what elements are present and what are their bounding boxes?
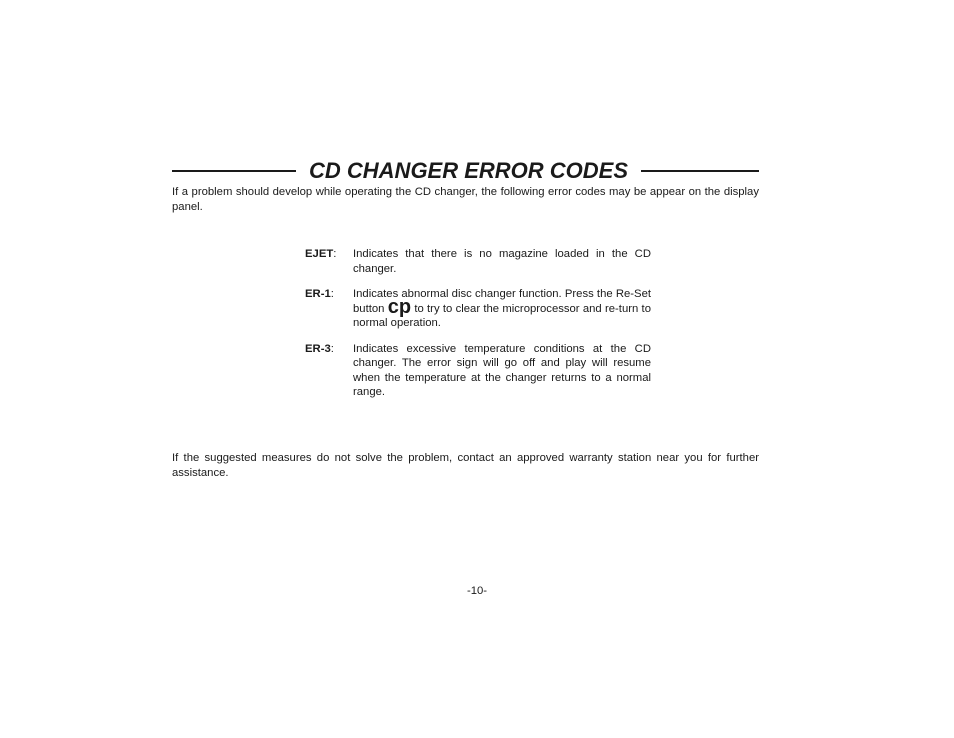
description-text: Indicates abnormal disc changer function. Press the Re-Set button bbox=[353, 288, 651, 315]
description-text: to try to clear the microprocessor and re-turn to normal operation. bbox=[353, 302, 651, 329]
outro-paragraph: If the suggested measures do not solve the problem, contact an approved warranty station near you for further assistance. bbox=[172, 452, 759, 479]
page-title: CD CHANGER ERROR CODES bbox=[309, 158, 629, 183]
error-code-description: Indicates that there is no magazine loaded in the CD changer. bbox=[353, 248, 651, 275]
reset-button-symbol: cp bbox=[387, 295, 412, 318]
error-code-label: EJET: bbox=[305, 248, 337, 260]
intro-paragraph: If a problem should develop while operating the CD changer, the following error codes may be appear on the display panel. bbox=[172, 186, 759, 213]
page-number: -10- bbox=[466, 585, 488, 597]
title-rule-right bbox=[641, 170, 759, 172]
title-rule-left bbox=[172, 170, 296, 172]
title-row bbox=[172, 155, 759, 187]
error-code-item bbox=[305, 247, 651, 276]
error-code-label: ER-3: bbox=[305, 342, 334, 355]
error-code-item bbox=[305, 287, 651, 331]
error-code-list bbox=[305, 247, 651, 411]
error-code-description: Indicates excessive temperature conditions at the CD changer. The error sign will go off and play will resume when the temperature at the changer returns to a normal range. bbox=[353, 342, 651, 398]
error-code-label: ER-1: bbox=[305, 288, 334, 300]
error-code-description bbox=[353, 287, 651, 331]
error-code-item bbox=[305, 342, 651, 400]
